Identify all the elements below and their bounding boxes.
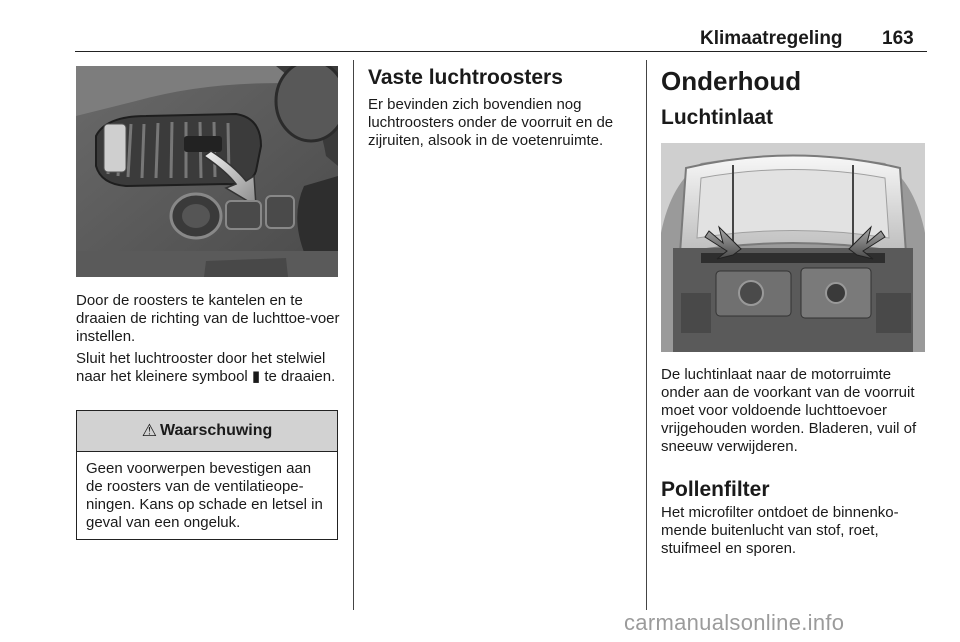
- section-heading-maintenance: Onderhoud: [661, 66, 802, 96]
- subheading-air-inlet: Luchtinlaat: [661, 106, 774, 129]
- column-divider-2: [646, 60, 647, 610]
- section-heading-fixed-vents: Vaste luchtroosters: [368, 66, 563, 89]
- page-number: 163: [882, 28, 914, 49]
- vent-close-text: Sluit het luchtrooster door het stelwiel naar het kleinere symbool ▮ te draaien.: [76, 350, 336, 385]
- vent-direction-text: Door de roosters te kantelen en te draaien de richting van de luchttoe-voer instellen.: [76, 292, 340, 345]
- warning-text: Geen voorwerpen bevestigen aan de roosters van de ventilatieope-ningen. Kans op schade en letsel in geval van een ongeluk.: [86, 460, 323, 531]
- warning-triangle-icon: ⚠: [141, 421, 157, 440]
- header-rule: [75, 51, 927, 52]
- warning-title: Waarschuwing: [159, 422, 273, 439]
- pollen-filter-text: Het microfilter ontdoet de binnenko-mende buitenlucht van stof, roet, stuifmeel en sporen.: [661, 504, 899, 557]
- watermark: carmanualsonline.info: [624, 610, 845, 635]
- subheading-pollen-filter: Pollenfilter: [661, 478, 770, 501]
- warning-box: [76, 410, 338, 540]
- warning-header: [77, 411, 337, 452]
- air-vent-illustration: [76, 66, 338, 277]
- page-header-title: Klimaatregeling: [700, 28, 843, 49]
- engine-bay-illustration: [661, 143, 925, 352]
- air-inlet-text: De luchtinlaat naar de motorruimte onder aan de voorkant van de voorruit moet voor voldoende luchttoevoer vrijgehouden worden. Bladeren, vuil of sneeuw verwijderen.: [661, 366, 917, 455]
- fixed-vents-text: Er bevinden zich bovendien nog luchtroosters onder de voorruit en de zijruiten, alsook in de voetenruimte.: [368, 96, 614, 149]
- column-divider-1: [353, 60, 354, 610]
